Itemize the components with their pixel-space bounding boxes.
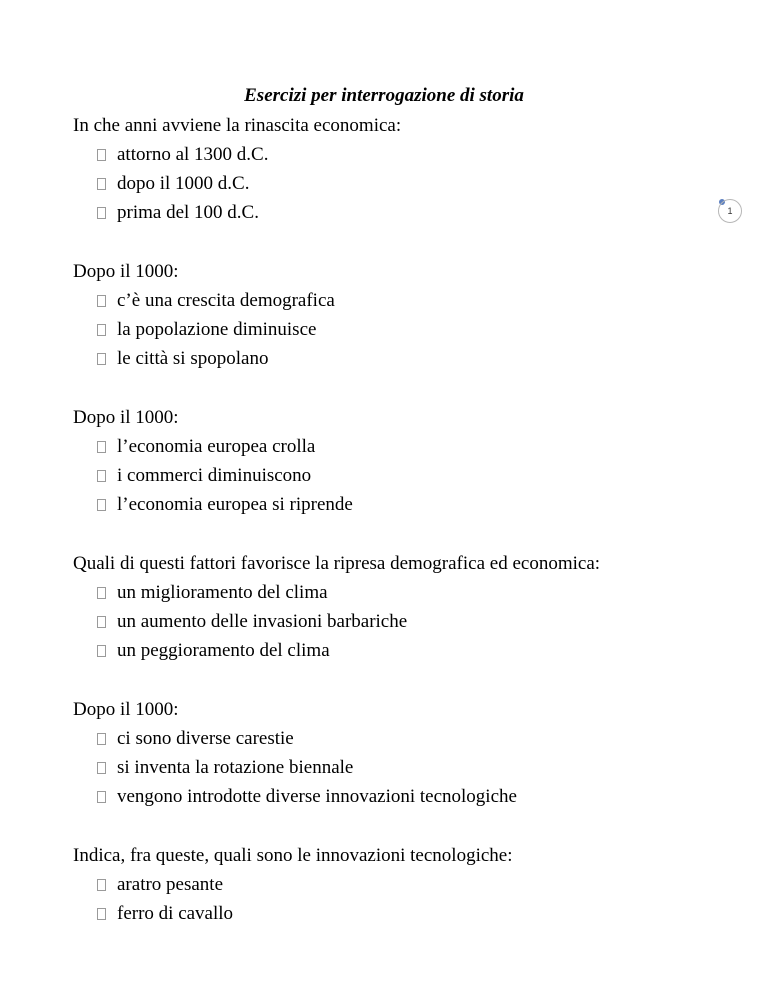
option[interactable] <box>73 315 713 344</box>
option-label: un peggioramento del clima <box>117 640 330 661</box>
checkbox-icon[interactable] <box>97 499 106 511</box>
question-text: Dopo il 1000: <box>73 699 179 720</box>
page-number-marker: 1 <box>718 199 742 223</box>
option-label: vengono introdotte diverse innovazioni tecnologiche <box>117 786 517 807</box>
checkbox-icon[interactable] <box>97 762 106 774</box>
option[interactable] <box>73 899 713 928</box>
checkbox-icon[interactable] <box>97 207 106 219</box>
checkbox-icon[interactable] <box>97 470 106 482</box>
checkbox-icon[interactable] <box>97 733 106 745</box>
checkbox-icon[interactable] <box>97 441 106 453</box>
option[interactable] <box>73 140 713 169</box>
option-label: ferro di cavallo <box>117 903 234 924</box>
option[interactable] <box>73 198 713 227</box>
question-5 <box>73 695 713 811</box>
option-label: prima del 100 d.C. <box>117 202 259 223</box>
question-text: Dopo il 1000: <box>73 407 179 428</box>
option[interactable] <box>73 870 713 899</box>
option[interactable] <box>73 724 713 753</box>
option[interactable] <box>73 169 713 198</box>
option[interactable] <box>73 607 713 636</box>
question-4 <box>73 549 713 665</box>
checkbox-icon[interactable] <box>97 616 106 628</box>
question-2 <box>73 257 713 373</box>
document-title: Esercizi per interrogazione di storia <box>244 85 524 106</box>
option-label: i commerci diminuiscono <box>117 465 312 486</box>
checkbox-icon[interactable] <box>97 353 106 365</box>
question-text: In che anni avviene la rinascita economica: <box>73 115 402 136</box>
checkbox-icon[interactable] <box>97 791 106 803</box>
option[interactable] <box>73 490 713 519</box>
question-text: Dopo il 1000: <box>73 261 179 282</box>
option-label: c’è una crescita demografica <box>117 290 335 311</box>
option-label: attorno al 1300 d.C. <box>117 144 269 165</box>
option[interactable] <box>73 461 713 490</box>
checkbox-icon[interactable] <box>97 645 106 657</box>
question-text: Indica, fra queste, quali sono le innovazioni tecnologiche: <box>73 845 513 866</box>
checkbox-icon[interactable] <box>97 295 106 307</box>
option-label: un aumento delle invasioni barbariche <box>117 611 408 632</box>
checkbox-icon[interactable] <box>97 879 106 891</box>
option-label: le città si spopolano <box>117 348 269 369</box>
option[interactable] <box>73 578 713 607</box>
option-label: la popolazione diminuisce <box>117 319 317 340</box>
question-6 <box>73 841 713 928</box>
option-label: l’economia europea crolla <box>117 436 316 457</box>
option[interactable] <box>73 344 713 373</box>
checkbox-icon[interactable] <box>97 587 106 599</box>
option[interactable] <box>73 782 713 811</box>
question-list <box>73 111 713 958</box>
option-label: dopo il 1000 d.C. <box>117 173 250 194</box>
option-label: aratro pesante <box>117 874 224 895</box>
checkbox-icon[interactable] <box>97 178 106 190</box>
question-1 <box>73 111 713 227</box>
option[interactable] <box>73 286 713 315</box>
question-text: Quali di questi fattori favorisce la ripresa demografica ed economica: <box>73 553 601 574</box>
option[interactable] <box>73 432 713 461</box>
option-label: ci sono diverse carestie <box>117 728 294 749</box>
checkbox-icon[interactable] <box>97 324 106 336</box>
option-label: un miglioramento del clima <box>117 582 328 603</box>
option-label: l’economia europea si riprende <box>117 494 353 515</box>
checkbox-icon[interactable] <box>97 908 106 920</box>
option-label: si inventa la rotazione biennale <box>117 757 354 778</box>
option[interactable] <box>73 753 713 782</box>
option[interactable] <box>73 636 713 665</box>
question-3 <box>73 403 713 519</box>
checkbox-icon[interactable] <box>97 149 106 161</box>
